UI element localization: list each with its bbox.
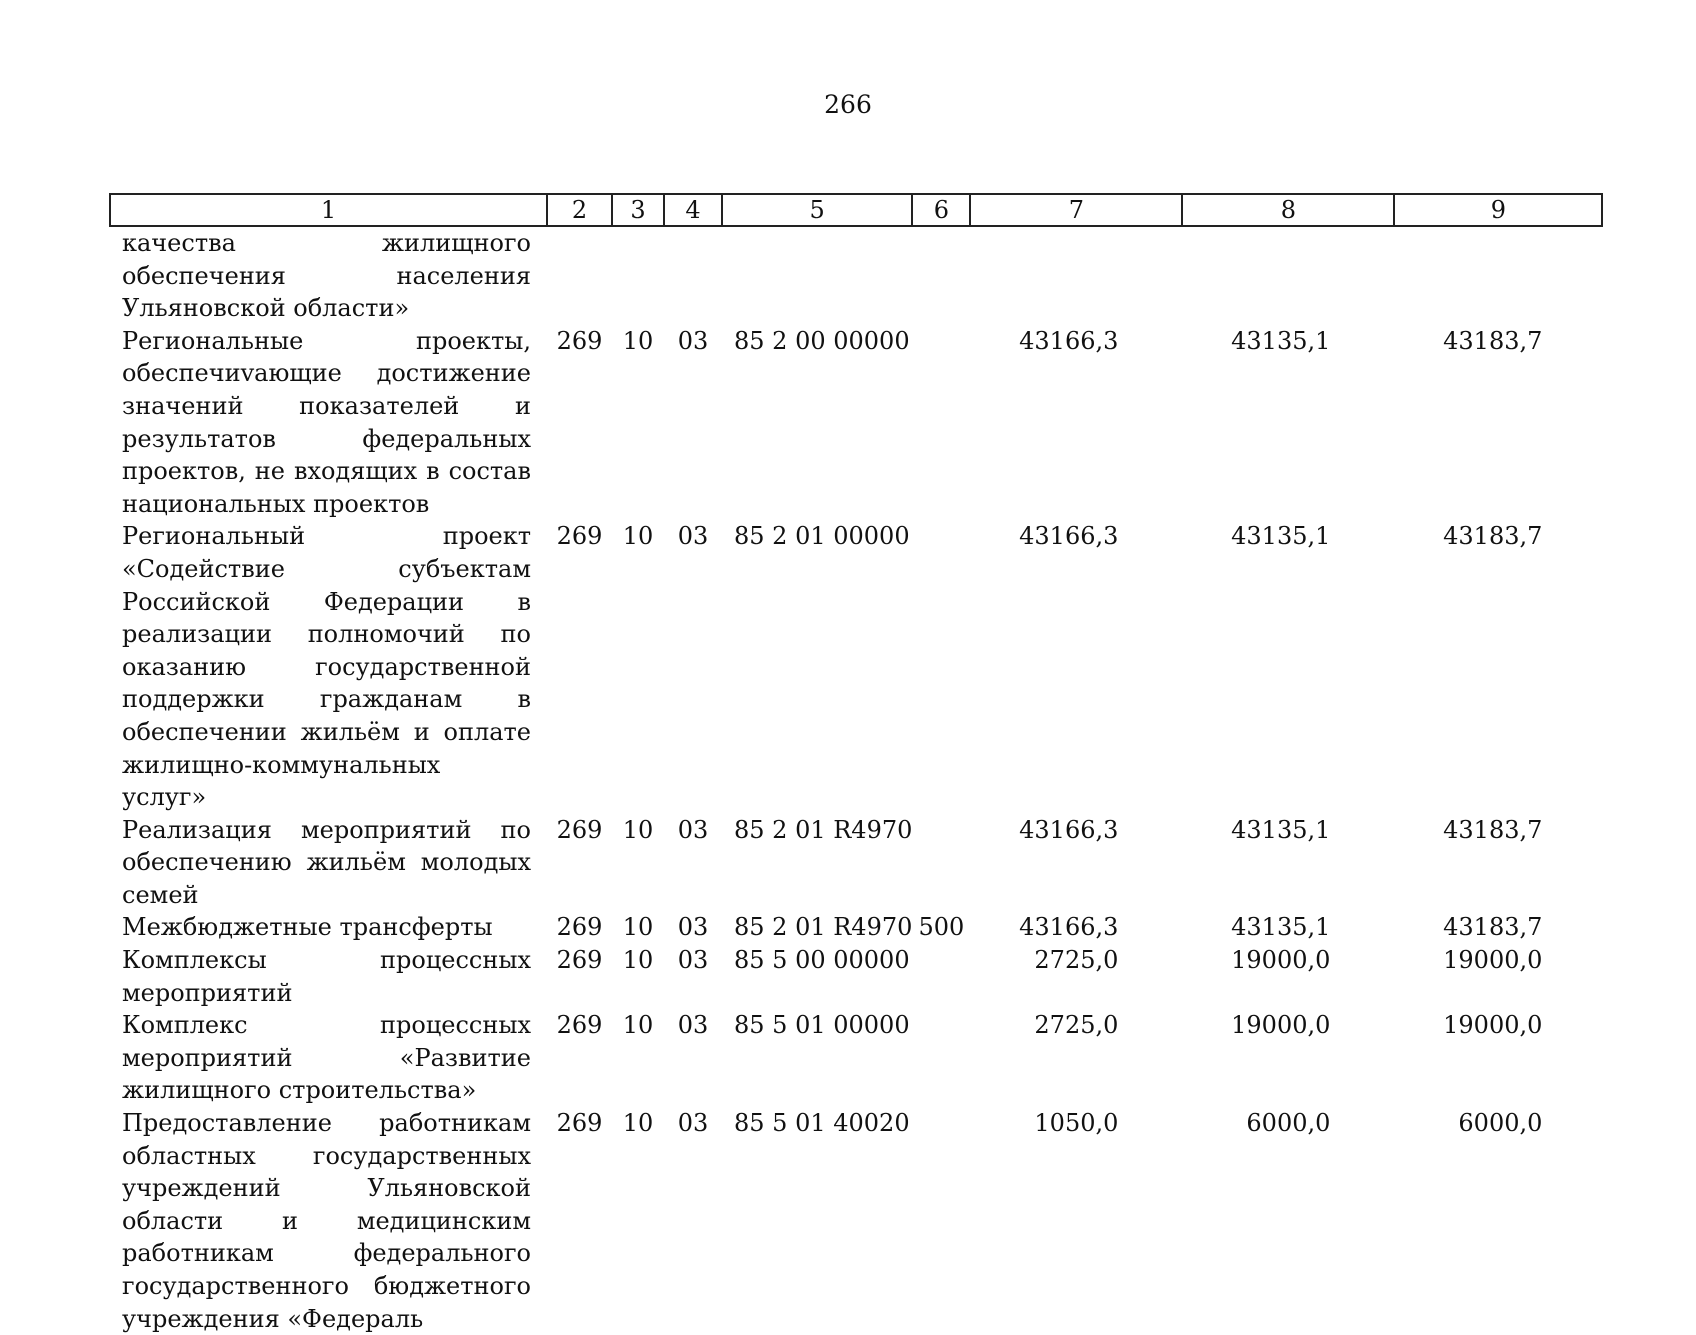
cell-col3 <box>612 226 664 325</box>
cell-col6 <box>912 325 970 521</box>
cell-col7: 43166,3 <box>1019 913 1119 942</box>
cell-col4: 03 <box>677 1011 709 1040</box>
cell-col8: 43135,1 <box>1231 522 1331 551</box>
cell-col2: 269 <box>556 815 603 844</box>
cell-col8: 43135,1 <box>1231 913 1331 942</box>
cell-col9: 19000,0 <box>1443 1011 1543 1040</box>
col-header-6: 6 <box>912 194 970 226</box>
cell-col9: 43183,7 <box>1443 326 1543 355</box>
col-header-7: 7 <box>970 194 1182 226</box>
col-header-3: 3 <box>612 194 664 226</box>
cell-col7: 2725,0 <box>1034 946 1119 975</box>
cell-col6 <box>912 1009 970 1107</box>
cell-col3: 10 <box>622 913 654 942</box>
cell-col6 <box>912 226 970 325</box>
cell-col5: 85 2 01 R4970 <box>734 913 913 942</box>
cell-col6 <box>912 944 970 1009</box>
cell-col5: 85 2 01 R4970 <box>734 815 913 844</box>
cell-col8: 43135,1 <box>1231 815 1331 844</box>
table-row <box>110 1009 1602 1107</box>
row-name: Региональный проект «Содействие субъектам Российской Федерации в реализации полномочий по оказанию государственной поддержки гражданам в обеспечении жильём и оплате жилищно-коммунальных услуг» <box>122 522 531 812</box>
cell-col7 <box>970 226 1182 325</box>
cell-col3: 10 <box>622 1011 654 1040</box>
table-row <box>110 520 1602 813</box>
cell-col8: 43135,1 <box>1231 326 1331 355</box>
cell-col9 <box>1394 226 1602 325</box>
cell-col2: 269 <box>556 946 603 975</box>
cell-col2: 269 <box>556 913 603 942</box>
cell-col4: 03 <box>677 946 709 975</box>
cell-col8: 6000,0 <box>1246 1109 1331 1138</box>
table-row <box>110 1107 1602 1335</box>
cell-col5: 85 5 01 40020 <box>734 1109 910 1138</box>
table-row <box>110 944 1602 1009</box>
col-header-1: 1 <box>110 194 547 226</box>
cell-col3: 10 <box>622 946 654 975</box>
cell-col9: 43183,7 <box>1443 815 1543 844</box>
cell-col7: 43166,3 <box>1019 522 1119 551</box>
cell-col8 <box>1182 226 1394 325</box>
cell-col2: 269 <box>556 326 603 355</box>
cell-col9: 6000,0 <box>1458 1109 1543 1138</box>
cell-col4: 03 <box>677 522 709 551</box>
cell-col5: 85 2 00 00000 <box>734 326 910 355</box>
cell-col5: 85 2 01 00000 <box>734 522 910 551</box>
cell-col6 <box>912 520 970 813</box>
cell-col5: 85 5 00 00000 <box>734 946 910 975</box>
cell-col2: 269 <box>556 1011 603 1040</box>
table-row <box>110 325 1602 521</box>
col-header-8: 8 <box>1182 194 1394 226</box>
header-row <box>110 194 1602 226</box>
table-row <box>110 226 1602 325</box>
cell-col2 <box>547 226 612 325</box>
cell-col4: 03 <box>677 1109 709 1138</box>
cell-col7: 2725,0 <box>1034 1011 1119 1040</box>
cell-col3: 10 <box>622 815 654 844</box>
budget-table <box>109 193 1603 1335</box>
cell-col6 <box>912 1107 970 1335</box>
cell-col3: 10 <box>622 1109 654 1138</box>
cell-col3: 10 <box>622 522 654 551</box>
cell-col7: 43166,3 <box>1019 815 1119 844</box>
cell-col9: 43183,7 <box>1443 522 1543 551</box>
cell-col2: 269 <box>556 1109 603 1138</box>
row-name: Реализация мероприятий по обеспечению жильём молодых семей <box>122 815 531 909</box>
cell-col4 <box>664 226 722 325</box>
cell-col5: 85 5 01 00000 <box>734 1011 910 1040</box>
cell-col9: 43183,7 <box>1443 913 1543 942</box>
page-number: 266 <box>824 90 872 119</box>
cell-col8: 19000,0 <box>1231 1011 1331 1040</box>
col-header-9: 9 <box>1394 194 1602 226</box>
cell-col4: 03 <box>677 326 709 355</box>
col-header-5: 5 <box>722 194 912 226</box>
row-name: Комплекс процессных мероприятий «Развитие жилищного строительства» <box>122 1011 531 1105</box>
cell-col4: 03 <box>677 913 709 942</box>
cell-col7: 1050,0 <box>1034 1109 1119 1138</box>
cell-col6 <box>912 814 970 912</box>
cell-col3: 10 <box>622 326 654 355</box>
row-name: Региональные проекты, обеспечиvающие достижение значений показателей и результатов федеральных проектов, не входящих в состав национальных проектов <box>122 326 531 518</box>
cell-col8: 19000,0 <box>1231 946 1331 975</box>
cell-col6: 500 <box>918 913 965 942</box>
col-header-2: 2 <box>547 194 612 226</box>
row-name: Комплексы процессных мероприятий <box>122 946 531 1007</box>
cell-col2: 269 <box>556 522 603 551</box>
row-name: Предоставление работникам областных государственных учреждений Ульяновской области и медицинским работникам федерального государственного бюджетного учреждения «Федераль <box>122 1109 531 1333</box>
table-row <box>110 911 1602 944</box>
row-name: качества жилищного обеспечения населения Ульяновской области» <box>122 229 531 323</box>
table-row <box>110 814 1602 912</box>
row-name: Межбюджетные трансферты <box>122 913 493 942</box>
cell-col7: 43166,3 <box>1019 326 1119 355</box>
cell-col5 <box>722 226 912 325</box>
col-header-4: 4 <box>664 194 722 226</box>
cell-col9: 19000,0 <box>1443 946 1543 975</box>
cell-col4: 03 <box>677 815 709 844</box>
